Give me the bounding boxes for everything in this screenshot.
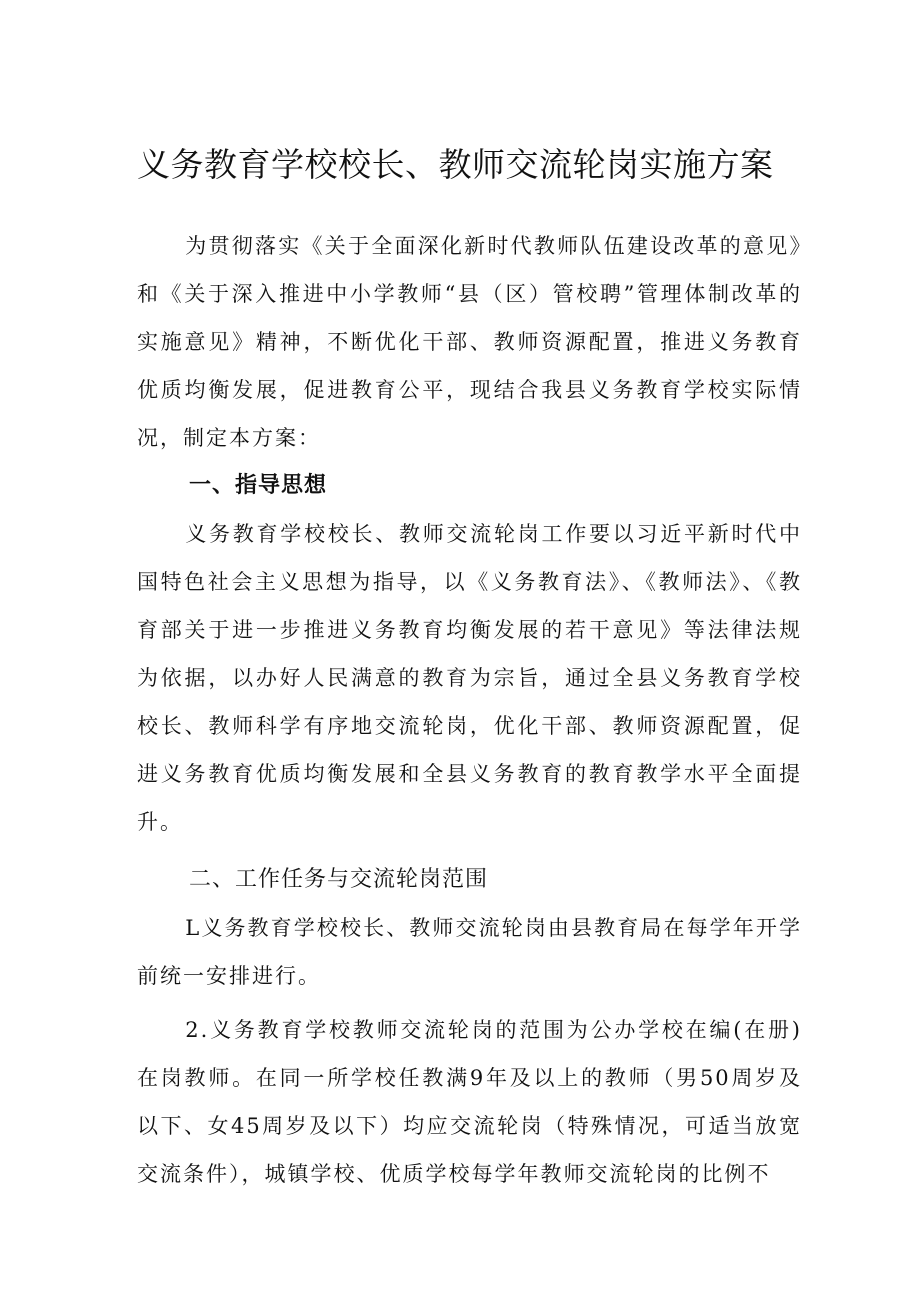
intro-paragraph: 为贯彻落实《关于全面深化新时代教师队伍建设改革的意见》和《关于深入推进中小学教师“县（区）管校聘”管理体制改革的实施意见》精神，不断优化干部、教师资源配置，推进义务教育优质均衡发展，促进教育公平，现结合我县义务教育学校实际情况，制定本方案： — [137, 234, 802, 450]
document-title: 义务教育学校校长、教师交流轮岗实施方案 — [137, 145, 774, 184]
guiding-ideology-paragraph: 义务教育学校校长、教师交流轮岗工作要以习近平新时代中国特色社会主义思想为指导，以《义务教育法》、《教师法》、《教育部关于进一步推进义务教育均衡发展的若干意见》等法律法规为依据，以办好人民满意的教育为宗旨，通过全县义务教育学校校长、教师科学有序地交流轮岗，优化干部、教师资源配置，促进义务教育优质均衡发展和全县义务教育的教育教学水平全面提升。 — [137, 522, 802, 834]
document-body — [137, 222, 802, 1198]
tasks-item-2-paragraph: 2.义务教育学校教师交流轮岗的范围为公办学校在编(在册)在岗教师。在同一所学校任教满9年及以上的教师（男50周岁及以下、女45周岁及以下）均应交流轮岗（特殊情况，可适当放宽交流条件），城镇学校、优质学校每学年教师交流轮岗的比例不 — [137, 1018, 802, 1186]
tasks-item-1-paragraph: L义务教育学校校长、教师交流轮岗由县教育局在每学年开学前统一安排进行。 — [137, 916, 802, 988]
section-heading-tasks-scope: 二、工作任务与交流轮岗范围 — [189, 867, 489, 892]
section-heading-guiding-ideology: 一、指导思想 — [189, 473, 328, 498]
